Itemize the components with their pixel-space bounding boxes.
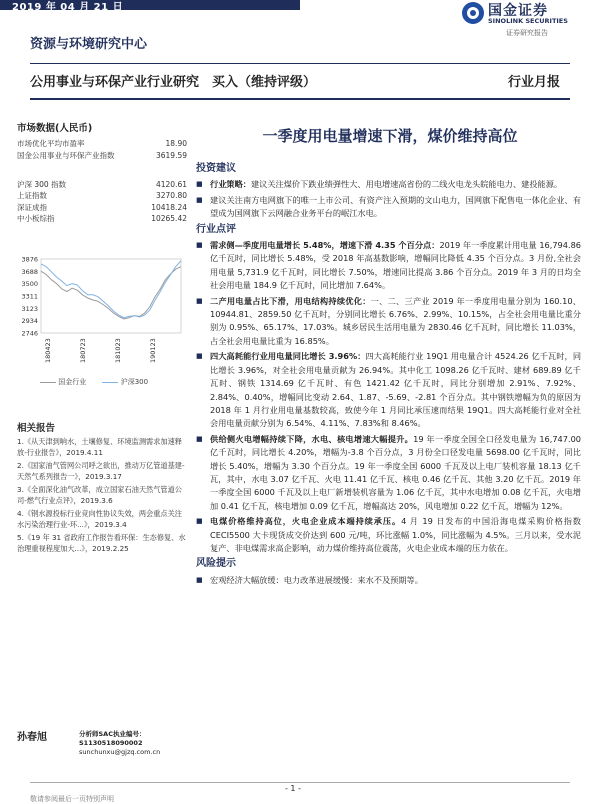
section-invest-title: 投资建议 — [196, 163, 236, 174]
bullet-text: 4 月 19 日发布的中国沿海电煤采购价格指数 CECI5500 大卡现货成交价达到 600 元/吨，环比涨幅 1.0%，同比涨幅为 4.5%。三月以来，受水泥复产、非电煤需求高企影响，动力煤价维持高位震荡，火电企业成本端的压力依在。 — [210, 516, 581, 553]
bullet-paragraph — [196, 350, 581, 430]
analyst-name: 孙春旭 — [17, 732, 47, 743]
bullet-text: 19 年一季度全国全口径发电量为 16,747.00 亿千瓦时，同比增长 4.20%，增幅为-3.8 个百分点，3 月份全口径发电量 5698.00 亿千瓦时，同比增长 5.40%，增幅为 3.30 个百分点。19 年一季度全国 6000 千瓦及以上电厂装机容量 18.13 亿千瓦，其中，水电 3.07 亿千瓦、火电 11.41 亿千瓦、核电 0.46 亿千瓦、其他 3.20 亿千瓦。2019 年一季度全国 6000 千瓦及以上电厂新增装机容量为 1.06 亿千瓦，其中水电增加 0.08 亿千瓦，火电增加 0.41 亿千瓦，核电增加 0.09 亿千瓦，增幅高达 20%，风电增加 0.22 亿千瓦，增幅为 12%。 — [210, 433, 581, 511]
bullet-lead: 供给侧火电增幅持续下降，水电、核电增速大幅提升。 — [210, 433, 414, 444]
bullet-text: 建议关注煤价下跌业绩弹性大、用电增速高省份的二线火电龙头皖能电力、建投能源。 — [250, 179, 563, 190]
market-row — [17, 138, 187, 150]
market-row-label: 中小板综指 — [17, 214, 55, 223]
bullet-paragraph — [196, 433, 581, 513]
section-risk-title: 风险提示 — [196, 558, 236, 570]
legend-series-1: 国金行业 — [58, 378, 87, 386]
market-row-value: 10265.42 — [151, 214, 187, 223]
footer-divider — [30, 782, 570, 783]
market-row-label: 上证指数 — [17, 191, 47, 200]
research-center-name: 资源与环境研究中心 — [30, 37, 148, 52]
header-divider — [30, 63, 570, 64]
bullet-text: 四大高耗能行业 19Q1 用电量合计 4524.26 亿千瓦时，同比增长 3.96%，对全社会用电量贡献为 26.94%。其中化工 1098.26 亿千瓦时、建材 689.89 亿千瓦时、钢铁 1314.69 亿千瓦时、有色 1421.42 亿千瓦时，同比分别增加 2.91%、7.92%、2.84%、0.40%，增幅同比变动 2.64、1.87、-5.69、-2.81 个百分点。其中钢铁增幅为负的原因为 2018 年 1 月行业用电量基数较高，致使今年 1 月同比承压速而结果 19Q1。四大高耗能行业对全社会用电量贡献分别为 6.54%、4.11%、7.83%和 8.46%。 — [210, 351, 582, 429]
market-row-value: 18.90 — [165, 139, 187, 148]
section-points-title: 行业点评 — [196, 223, 236, 235]
analyst-block — [17, 728, 187, 756]
analyst-cert: 分析师SAC执业编号：S1130518090002 — [79, 730, 146, 747]
legend-line-icon — [102, 382, 118, 383]
market-row — [17, 179, 187, 191]
bullet-paragraph — [196, 239, 581, 293]
market-row-label: 国金公用事业与环保产业指数 — [17, 150, 115, 160]
bullet-text: 一、二、三产业 2019 年一季度用电量分别为 160.10、10944.81、2859.50 亿千瓦时，分别同比增长 6.76%、2.99%、10.15%，占全社会用电量比重分别为 0.95%、65.17%、17.03%。城乡居民生活用电量为 2830.46 亿千瓦时，同比增长 11.03%，占全社会用电量比重为 16.85%。 — [210, 295, 581, 346]
legend-line-icon — [40, 382, 56, 383]
logo-cn-text: 国金证券 — [488, 3, 548, 19]
report-category-rating: 公用事业与环保产业行业研究 买入（维持评级） — [30, 75, 317, 90]
report-body — [196, 160, 581, 589]
market-row-label: 深证成指 — [17, 202, 47, 212]
header-divider-thick — [30, 98, 570, 100]
logo-en-text: SINOLINK SECURITIES — [488, 17, 568, 25]
bullet-paragraph — [196, 515, 581, 555]
report-main-title: 一季度用电量增速下滑，煤价维持高位 — [262, 127, 518, 145]
bullet-lead: 需求侧—季度用电量增长 5.48%，增速下滑 4.35 个百分点： — [210, 240, 440, 251]
page-number: - 1 - — [285, 784, 301, 793]
bullet-lead: 行业策略： — [210, 179, 251, 190]
related-report-link[interactable]: 4.《钢水源投标行业竞向性协议失效，两会重点关注水污染治理行业-环...》，2019.3.4 — [17, 509, 182, 529]
x-tick-label: 181023 — [114, 338, 122, 363]
x-tick-label: 180423 — [44, 338, 52, 363]
market-row-value: 3270.80 — [155, 191, 187, 200]
y-tick-label: 3876 — [21, 255, 38, 264]
related-report-link[interactable]: 3.《全面深化油气改革，成立国家石油天然气管道公司-燃气行业点评》，2019.3.6 — [17, 485, 182, 505]
bullet-text: 建议关注南方电网旗下的唯一上市公司、有资产注入预期的文山电力，国网旗下配售电一体化企业、有望成为国网旗下云网融合业务平台的岷江水电。 — [210, 194, 581, 219]
market-row — [17, 202, 187, 214]
market-row — [17, 190, 187, 202]
x-tick-label: 180723 — [79, 338, 87, 363]
market-row-value: 10418.24 — [151, 202, 187, 212]
x-tick-label: 190123 — [149, 338, 157, 363]
market-row — [17, 213, 187, 225]
report-type: 行业月报 — [508, 75, 561, 90]
bullet-paragraph — [196, 194, 581, 221]
bullet-text: 2019 年一季度累计用电量 16,794.86 亿千瓦时，同比增长 5.48%，受 2018 年高基数影响，增幅同比降低 4.35 个百分点。3 月份,全社会用电量 5,731.9 亿千瓦时，同比增长 7.50%，增速同比提高 3.86 个百分点。2019 年 3 月的日均全社会用电量 184.9 亿千瓦时，同比增加 7.64%。 — [210, 240, 581, 291]
report-date: 2019 年 04 月 21 日 — [12, 2, 124, 13]
market-row-value: 3619.59 — [155, 150, 187, 160]
bullet-text: 宏观经济大幅放缓：电力改革进展缓慢：来水不及预期等。 — [210, 574, 423, 585]
market-row-label: 市场优化平均市盈率 — [17, 139, 85, 148]
legend-series-2: 沪深300 — [120, 378, 149, 386]
bullet-paragraph — [196, 574, 581, 587]
footer-disclaimer: 敬请参阅最后一页特别声明 — [30, 795, 114, 803]
bullet-lead: 电煤价格维持高位，火电企业成本端持续承压。 — [210, 516, 402, 527]
market-row-label: 沪深 300 指数 — [17, 179, 67, 189]
bullet-paragraph — [196, 295, 581, 349]
analyst-email[interactable]: sunchunxu@gjzq.com.cn — [79, 748, 161, 756]
y-tick-label: 3500 — [21, 280, 38, 289]
y-tick-label: 3123 — [21, 304, 38, 313]
logo-mark-icon — [462, 2, 484, 24]
bullet-paragraph — [196, 178, 581, 191]
related-reports-title: 相关报告 — [17, 423, 56, 434]
y-tick-label: 3311 — [21, 292, 38, 301]
related-reports-list — [17, 436, 187, 556]
y-tick-label: 3688 — [21, 267, 38, 276]
related-report-link[interactable]: 1.《从天津到响水，土壤修复、环境监测需求加速释放-行业报告》，2019.4.11 — [17, 437, 182, 457]
y-tick-label: 2934 — [21, 317, 38, 326]
analyst-contact — [79, 730, 187, 757]
market-row-value: 4120.61 — [155, 179, 187, 189]
market-row — [17, 150, 187, 173]
bullet-lead: 二产用电量占比下滑，用电结构持续优化： — [210, 295, 371, 306]
chart-frame — [41, 259, 181, 333]
market-data-panel — [17, 120, 187, 225]
index-line-chart — [17, 255, 185, 385]
chart-legend — [40, 377, 148, 387]
logo-subtitle: 证券研究报告 — [506, 29, 548, 37]
bullet-lead: 四大高耗能行业用电量同比增长 3.96%： — [210, 351, 366, 362]
related-report-link[interactable]: 5.《19 年 31 省政府工作报告看环保：生态修复、水治理重视程度加大...》，2019.2.25 — [17, 533, 186, 553]
market-data-title: 市场数据(人民币) — [17, 123, 93, 134]
related-report-link[interactable]: 2.《国家油气管网公司呼之欲出，推动万亿管道基建-天然气系列报告一》，2019.3.17 — [17, 461, 185, 481]
y-tick-label: 2746 — [21, 329, 38, 338]
